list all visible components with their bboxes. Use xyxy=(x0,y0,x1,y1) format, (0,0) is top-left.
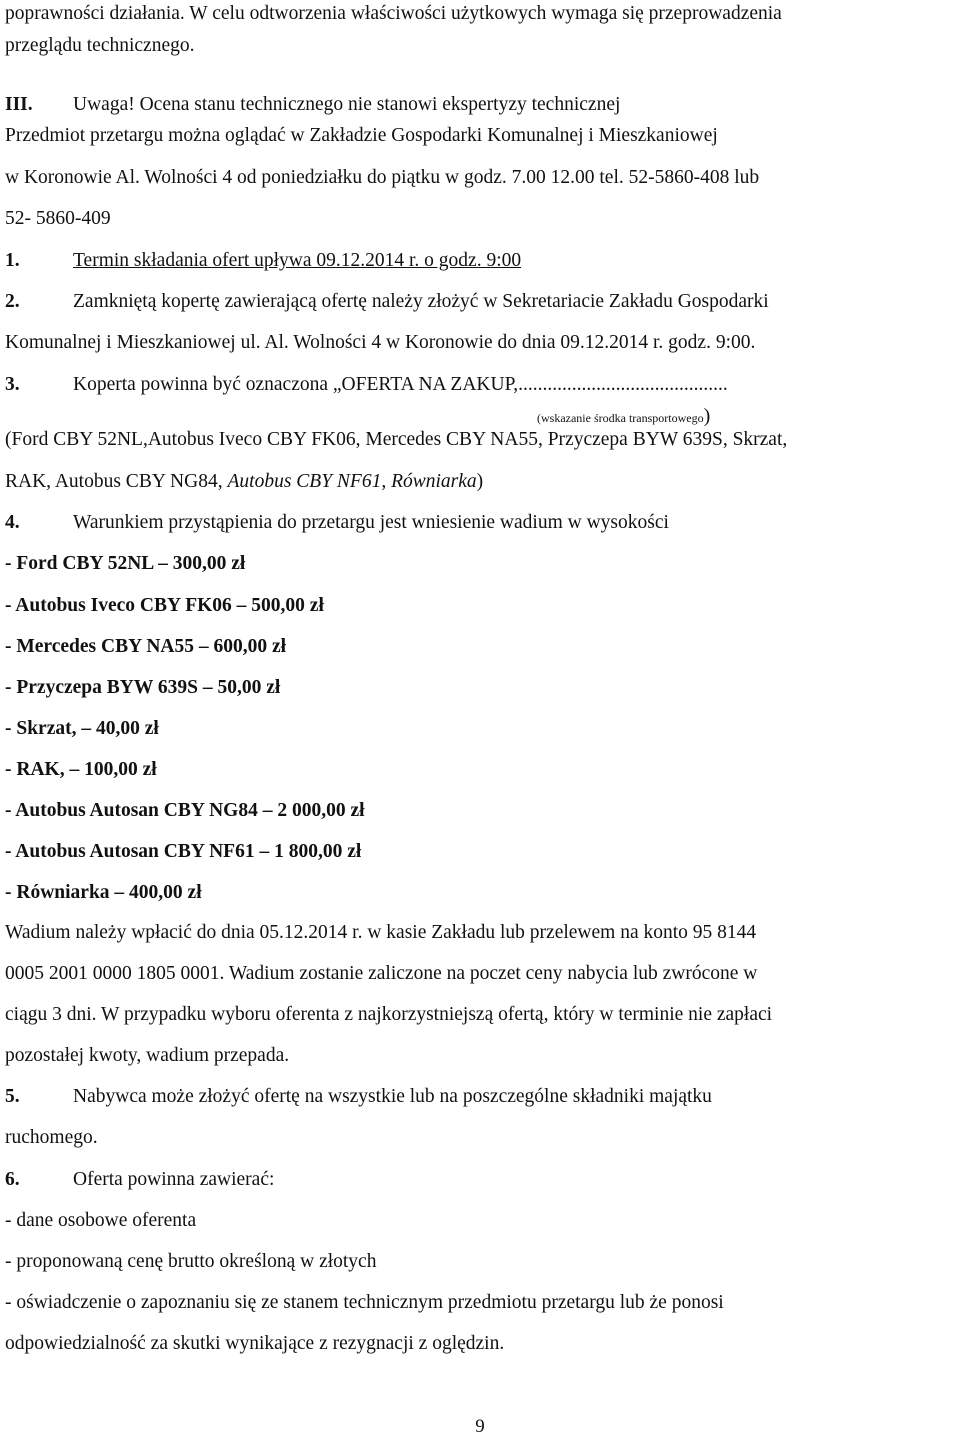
item-2-text: Zamkniętą kopertę zawierającą ofertę należy złożyć w Sekretariacie Zakładu Gospodarki xyxy=(73,291,769,312)
payment-line-4: pozostałej kwoty, wadium przepada. xyxy=(5,1045,290,1066)
section-3-warning: Uwaga! Ocena stanu technicznego nie stanowi ekspertyzy technicznej xyxy=(73,94,621,115)
vehicle-list-italic: Autobus CBY NF61, Równiarka xyxy=(227,471,477,492)
vehicle-list-close: ) xyxy=(476,471,484,492)
offer-content-personal-data: - dane osobowe oferenta xyxy=(5,1210,197,1231)
item-1 xyxy=(5,249,521,273)
section-3-line-1 xyxy=(5,93,620,117)
intro-line-2: przeglądu technicznego. xyxy=(5,35,195,56)
item-6 xyxy=(5,1168,274,1192)
offer-content-price: - proponowaną cenę brutto określoną w złotych xyxy=(5,1251,377,1272)
deposit-rowniarka: - Równiarka – 400,00 zł xyxy=(5,882,202,903)
vehicle-list-plain: RAK, Autobus CBY NG84, xyxy=(5,471,228,492)
deposit-mercedes: - Mercedes CBY NA55 – 600,00 zł xyxy=(5,636,287,657)
item-3-text: Koperta powinna być oznaczona „OFERTA NA ZAKUP,........................................... xyxy=(73,374,728,395)
item-2-continuation: Komunalnej i Mieszkaniowej ul. Al. Wolności 4 w Koronowie do dnia 09.12.2014 r. godz. 9:00. xyxy=(5,332,756,353)
item-5-text: Nabywca może złożyć ofertę na wszystkie lub na poszczególne składniki majątku xyxy=(73,1086,712,1107)
deposit-ford: - Ford CBY 52NL – 300,00 zł xyxy=(5,553,246,574)
payment-line-3: ciągu 3 dni. W przypadku wyboru oferenta z najkorzystniejszą ofertą, który w terminie nie zapłaci xyxy=(5,1004,773,1025)
item-6-number: 6. xyxy=(5,1169,20,1190)
item-1-text: Termin składania ofert upływa 09.12.2014 r. o godz. 9:00 xyxy=(73,250,522,271)
vehicle-list-line-2 xyxy=(5,470,483,494)
vehicle-list-line-1: (Ford CBY 52NL,Autobus Iveco CBY FK06, Mercedes CBY NA55, Przyczepa BYW 639S, Skrzat, xyxy=(5,429,788,450)
item-3 xyxy=(5,373,728,397)
section-3-label: III. xyxy=(5,94,33,115)
page-number: 9 xyxy=(475,1416,485,1437)
deposit-iveco: - Autobus Iveco CBY FK06 – 500,00 zł xyxy=(5,595,324,616)
item-4-number: 4. xyxy=(5,512,20,533)
item-6-text: Oferta powinna zawierać: xyxy=(73,1169,275,1190)
envelope-hint-close: ) xyxy=(703,405,711,427)
item-1-number: 1. xyxy=(5,250,20,271)
envelope-hint-text: (wskazanie środka transportowego xyxy=(537,411,704,425)
item-4 xyxy=(5,511,669,535)
section-3-line-3: w Koronowie Al. Wolności 4 od poniedziałku do piątku w godz. 7.00 12.00 tel. 52-5860-408 lub xyxy=(5,167,760,188)
envelope-hint xyxy=(537,404,710,430)
offer-content-statement-cont: odpowiedzialność za skutki wynikające z rezygnacji z oględzin. xyxy=(5,1333,505,1354)
offer-content-statement: - oświadczenie o zapoznaniu się ze stanem technicznym przedmiotu przetargu lub że ponosi xyxy=(5,1292,724,1313)
deposit-rak: - RAK, – 100,00 zł xyxy=(5,759,157,780)
deposit-autosan-ng84: - Autobus Autosan CBY NG84 – 2 000,00 zł xyxy=(5,800,365,821)
deposit-autosan-nf61: - Autobus Autosan CBY NF61 – 1 800,00 zł xyxy=(5,841,362,862)
item-5-number: 5. xyxy=(5,1086,20,1107)
item-5-continuation: ruchomego. xyxy=(5,1127,98,1148)
item-5 xyxy=(5,1085,712,1109)
deposit-skrzat: - Skrzat, – 40,00 zł xyxy=(5,718,159,739)
payment-line-1: Wadium należy wpłacić do dnia 05.12.2014 r. w kasie Zakładu lub przelewem na konto 95 8144 xyxy=(5,922,757,943)
intro-line-1: poprawności działania. W celu odtworzenia właściwości użytkowych wymaga się przeprowadzenia xyxy=(5,3,782,24)
item-3-number: 3. xyxy=(5,374,20,395)
deposit-przyczepa: - Przyczepa BYW 639S – 50,00 zł xyxy=(5,677,281,698)
payment-line-2: 0005 2001 0000 1805 0001. Wadium zostanie zaliczone na poczet ceny nabycia lub zwrócone w xyxy=(5,963,758,984)
section-3-line-2: Przedmiot przetargu można oglądać w Zakładzie Gospodarki Komunalnej i Mieszkaniowej xyxy=(5,125,718,146)
item-4-text: Warunkiem przystąpienia do przetargu jest wniesienie wadium w wysokości xyxy=(73,512,669,533)
item-2 xyxy=(5,290,769,314)
section-3-line-4: 52- 5860-409 xyxy=(5,208,111,229)
item-2-number: 2. xyxy=(5,291,20,312)
